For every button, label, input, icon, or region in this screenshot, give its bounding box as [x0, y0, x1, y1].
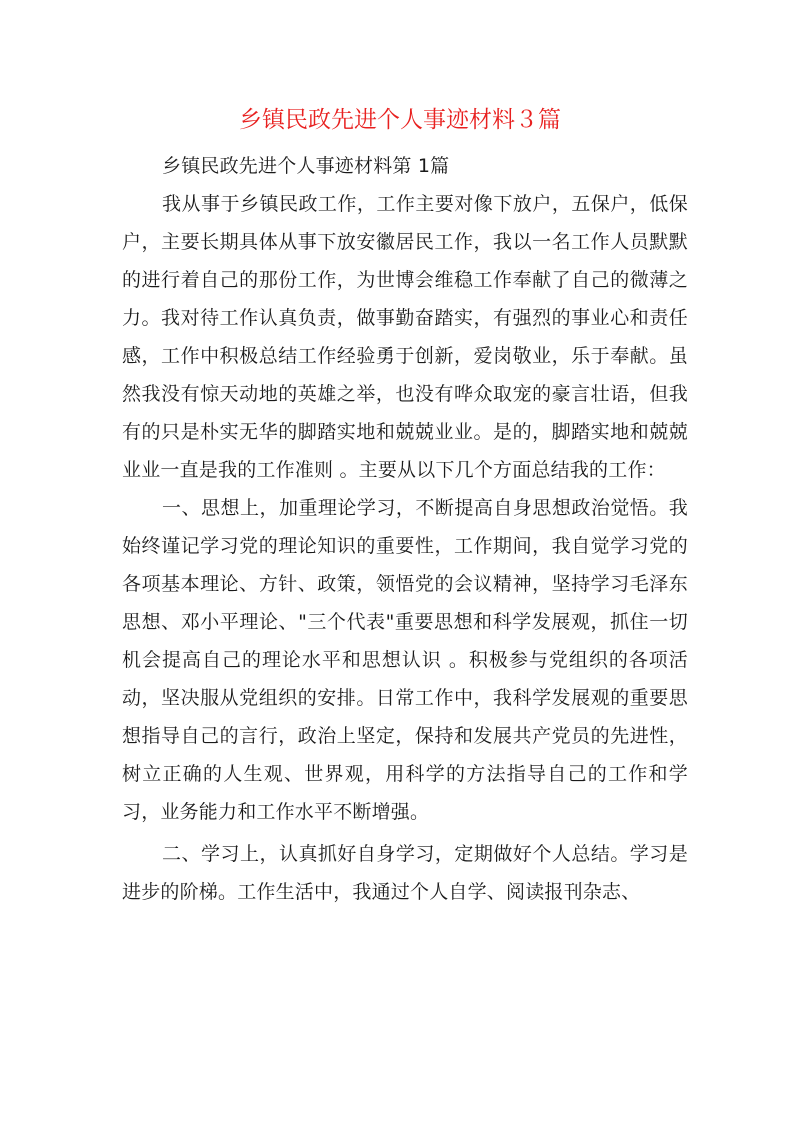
paragraph-intro: 我从事于乡镇民政工作，工作主要对像下放户，五保户，低保户，主要长期具体从事下放安徽居民工作，我以一名工作人员默默的进行着自己的那份工作，为世博会维稳工作奉献了自己的微薄之力。我对待工作认真负责，做事勤奋踏实，有强烈的事业心和责任感，工作中积极总结工作经验勇于创新，爱岗敬业，乐于奉献。虽然我没有惊天动地的英雄之举，也没有哗众取宠的豪言壮语，但我有的只是朴实无华的脚踏实地和兢兢业业。是的，脚踏实地和兢兢业业一直是我的工作准则 。主要从以下几个方面总结我的工作：	[122, 193, 688, 481]
document-body	[122, 147, 688, 911]
document-title: 乡镇民政先进个人事迹材料３篇	[239, 107, 561, 133]
document-subtitle: 乡镇民政先进个人事迹材料第 1篇	[162, 155, 450, 177]
paragraph-ideology: 一、思想上，加重理论学习，不断提高自身思想政治觉悟。我始终谨记学习党的理论知识的重要性，工作期间，我自觉学习党的各项基本理论、方针、政策，领悟党的会议精神，坚持学习毛泽东思想、邓小平理论、"三个代表"重要思想和科学发展观，抓住一切机会提高自己的理论水平和思想认识 。积极参与党组织的各项活动，坚决服从党组织的安排。日常工作中，我科学发展观的重要思想指导自己的言行，政治上坚定，保持和发展共产党员的先进性，树立正确的人生观、世界观，用科学的方法指导自己的工作和学习，业务能力和工作水平不断增强。	[122, 497, 688, 823]
paragraph-study: 二、学习上，认真抓好自身学习，定期做好个人总结。学习是进步的阶梯。工作生活中，我通过个人自学、阅读报刊杂志、	[122, 843, 688, 903]
